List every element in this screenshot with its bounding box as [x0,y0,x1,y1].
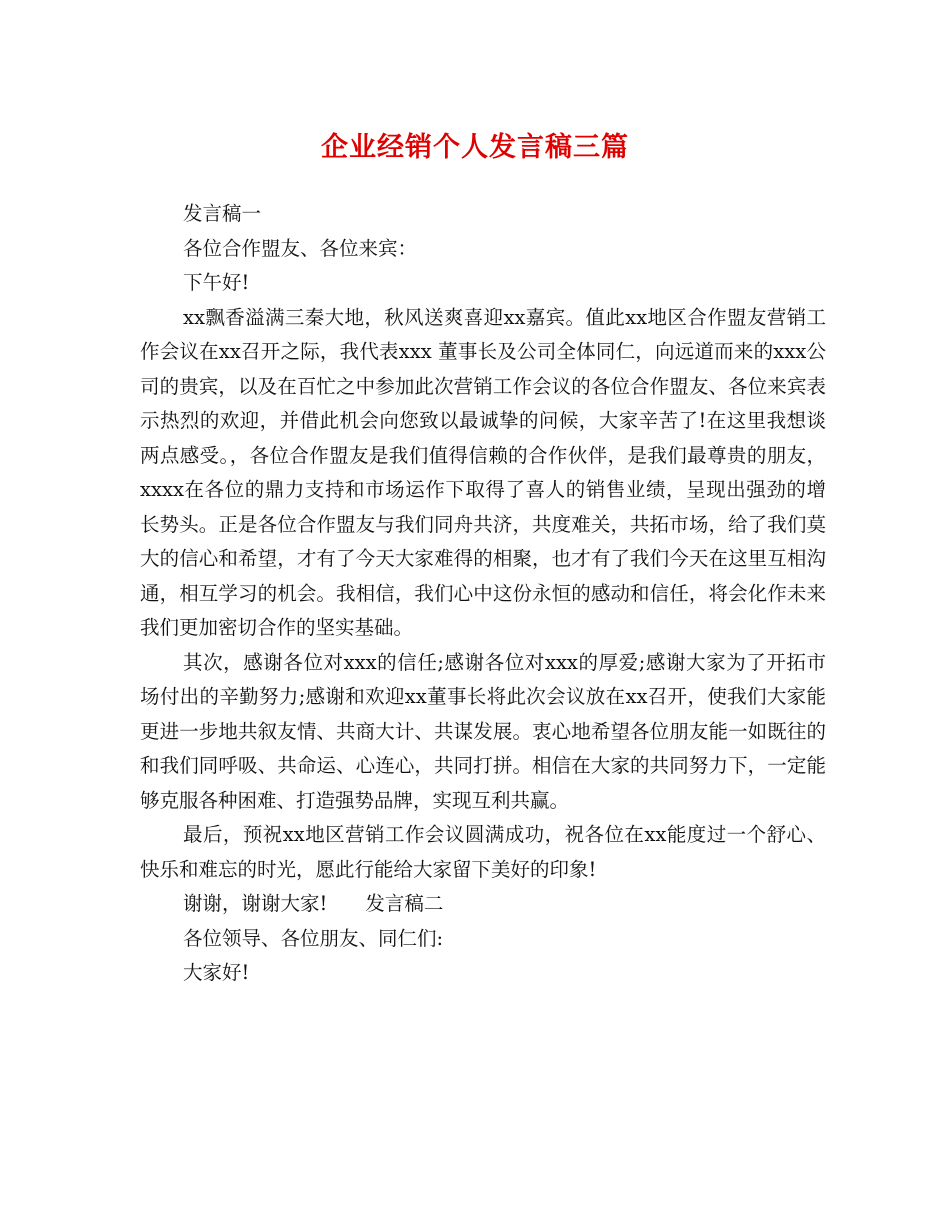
body-paragraph-welcome: xx飘香溢满三秦大地，秋风送爽喜迎xx嘉宾。值此xx地区合作盟友营销工作会议在xx召开之际，我代表xxx 董事长及公司全体同仁，向远道而来的xxx公司的贵宾，以及在百忙之中参加此次营销工作会议的各位合作盟友、各位来宾表示热烈的欢迎，并借此机会向您致以最诚挚的问候，大家辛苦了!在这里我想谈两点感受。，各位合作盟友是我们值得信赖的合作伙伴，是我们最尊贵的朋友，xxxx在各位的鼎力支持和市场运作下取得了喜人的销售业绩，呈现出强劲的增长势头。正是各位合作盟友与我们同舟共济，共度难关，共拓市场，给了我们莫大的信心和希望，才有了今天大家难得的相聚，也才有了我们今天在这里互相沟通，相互学习的机会。我相信，我们心中这份永恒的感动和信任，将会化作未来我们更加密切合作的坚实基础。 [140,305,826,639]
body-paragraph-thanks: 其次，感谢各位对xxx的信任;感谢各位对xxx的厚爱;感谢大家为了开拓市场付出的辛勤努力;感谢和欢迎xx董事长将此次会议放在xx召开，使我们大家能更进一步地共叙友情、共商大计、共谋发展。衷心地希望各位朋友能一如既往的和我们同呼吸、共命运、心连心，共同打拼。相信在大家的共同努力下，一定能够克服各种困难、打造强势品牌，实现互利共赢。 [140,650,826,812]
speech-two-heading: 发言稿二 [365,892,444,915]
closing-line [140,887,826,922]
document-body [140,197,826,991]
speech-two-greeting: 大家好! [183,961,250,984]
speech-one-heading: 发言稿一 [183,202,262,225]
closing-thanks: 谢谢，谢谢大家! [183,892,328,915]
speech-two-salutation: 各位领导、各位朋友、同仁们: [183,926,444,950]
body-paragraph-closing: 最后，预祝xx地区营销工作会议圆满成功，祝各位在xx能度过一个舒心、快乐和难忘的时光，愿此行能给大家留下美好的印象! [140,823,826,881]
document-title: 企业经销个人发言稿三篇 [321,132,629,163]
greeting: 下午好! [183,271,250,294]
salutation: 各位合作盟友、各位来宾： [183,236,418,260]
